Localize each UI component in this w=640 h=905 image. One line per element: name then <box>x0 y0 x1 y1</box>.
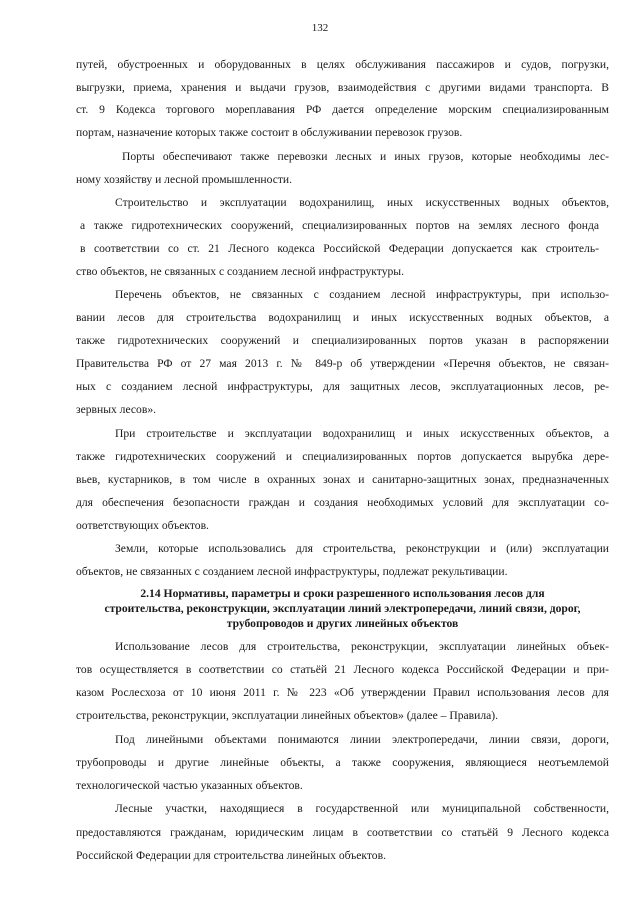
text-line: При строительстве и эксплуатации водохранилищ и иных искусственных объектов, а <box>115 427 609 440</box>
text-line: строительства, реконструкции, эксплуатации линейных объектов» (далее – Правила). <box>76 709 499 722</box>
section-heading: трубопроводов и других линейных объектов <box>226 617 459 630</box>
text-line: ст. 9 Кодекса торгового мореплавания РФ дается определение морским специализированным <box>76 103 609 116</box>
text-line: Земли, которые использовались для строительства, реконструкции и (или) эксплуатации <box>115 542 609 555</box>
text-line: также гидротехнических сооружений и специализированных портов допускается вырубка дере- <box>76 450 609 463</box>
text-line: тов осуществляется в соответствии со статьёй 21 Лесного кодекса Российской Федерации и при- <box>76 663 609 676</box>
text-line: вании лесов для строительства водохранилищ и иных искусственных водных объектов, а <box>76 311 609 324</box>
text-line: трубопроводы и другие линейные объекты, а также сооружения, являющиеся неотъемлемой <box>76 756 609 769</box>
text-line: в соответствии со ст. 21 Лесного кодекса Российской Федерации допускается как строитель- <box>80 242 599 255</box>
text-line: предоставляются гражданам, юридическим лицам в соответствии со статьёй 9 Лесного кодекса <box>76 826 609 839</box>
text-line: ство объектов, не связанных с созданием лесной инфраструктуры. <box>76 265 404 278</box>
text-line: технологической частью указанных объектов. <box>76 779 303 792</box>
text-line: Строительство и эксплуатации водохранилищ, иных искусственных водных объектов, <box>115 196 609 209</box>
text-line: Лесные участки, находящиеся в государственной или муниципальной собственности, <box>115 802 609 815</box>
text-line: для обеспечения безопасности граждан и создания необходимых условий для эксплуатации со- <box>76 496 609 509</box>
text-line: а также гидротехнических сооружений, специализированных портов на землях лесного фонда <box>80 219 599 232</box>
text-line: зервных лесов». <box>76 403 157 416</box>
text-line: объектов, не связанных с созданием лесной инфраструктуры, подлежат рекультивации. <box>76 565 508 578</box>
text-line: выгрузки, приема, хранения и выдачи грузов, взаимодействия с другими видами транспорта. В <box>76 81 609 94</box>
text-line: вьев, кустарников, в том числе в охранных зонах и санитарно-защитных зонах, предназначенных <box>76 473 609 486</box>
text-line: Правительства РФ от 27 мая 2013 г. № 849-р об утверждении «Перечня объектов, не связан- <box>76 357 609 370</box>
section-heading: 2.14 Нормативы, параметры и сроки разрешенного использования лесов для <box>140 587 545 600</box>
section-heading: строительства, реконструкции, эксплуатации линий электропередачи, линий связи, дорог, <box>104 602 581 615</box>
text-line: казом Рослесхоза от 10 июня 2011 г. № 223 «Об утверждении Правил использования лесов для <box>76 686 609 699</box>
text-line: Перечень объектов, не связанных с созданием лесной инфраструктуры, при использо- <box>115 288 609 301</box>
text-line: путей, обустроенных и оборудованных в целях обслуживания пассажиров и судов, погрузки, <box>76 58 609 71</box>
text-line: ному хозяйству и лесной промышленности. <box>76 173 293 186</box>
text-line: Российской Федерации для строительства линейных объектов. <box>76 849 386 862</box>
text-line: Использование лесов для строительства, реконструкции, эксплуатации линейных объек- <box>115 640 609 653</box>
text-line: портам, назначение которых также состоит в обслуживании перевозок грузов. <box>76 126 463 139</box>
text-line: Порты обеспечивают также перевозки лесных и иных грузов, которые необходимы лес- <box>122 150 609 163</box>
page-number: 132 <box>311 22 329 34</box>
text-line: ных с созданием лесной инфраструктуры, для защитных лесов, эксплуатационных лесов, ре- <box>76 380 609 393</box>
text-line: Под линейными объектами понимаются линии электропередачи, линии связи, дороги, <box>115 733 609 746</box>
text-line: также гидротехнических сооружений и специализированных портов указан в распоряжении <box>76 334 609 347</box>
text-line: оответствующих объектов. <box>76 519 209 532</box>
